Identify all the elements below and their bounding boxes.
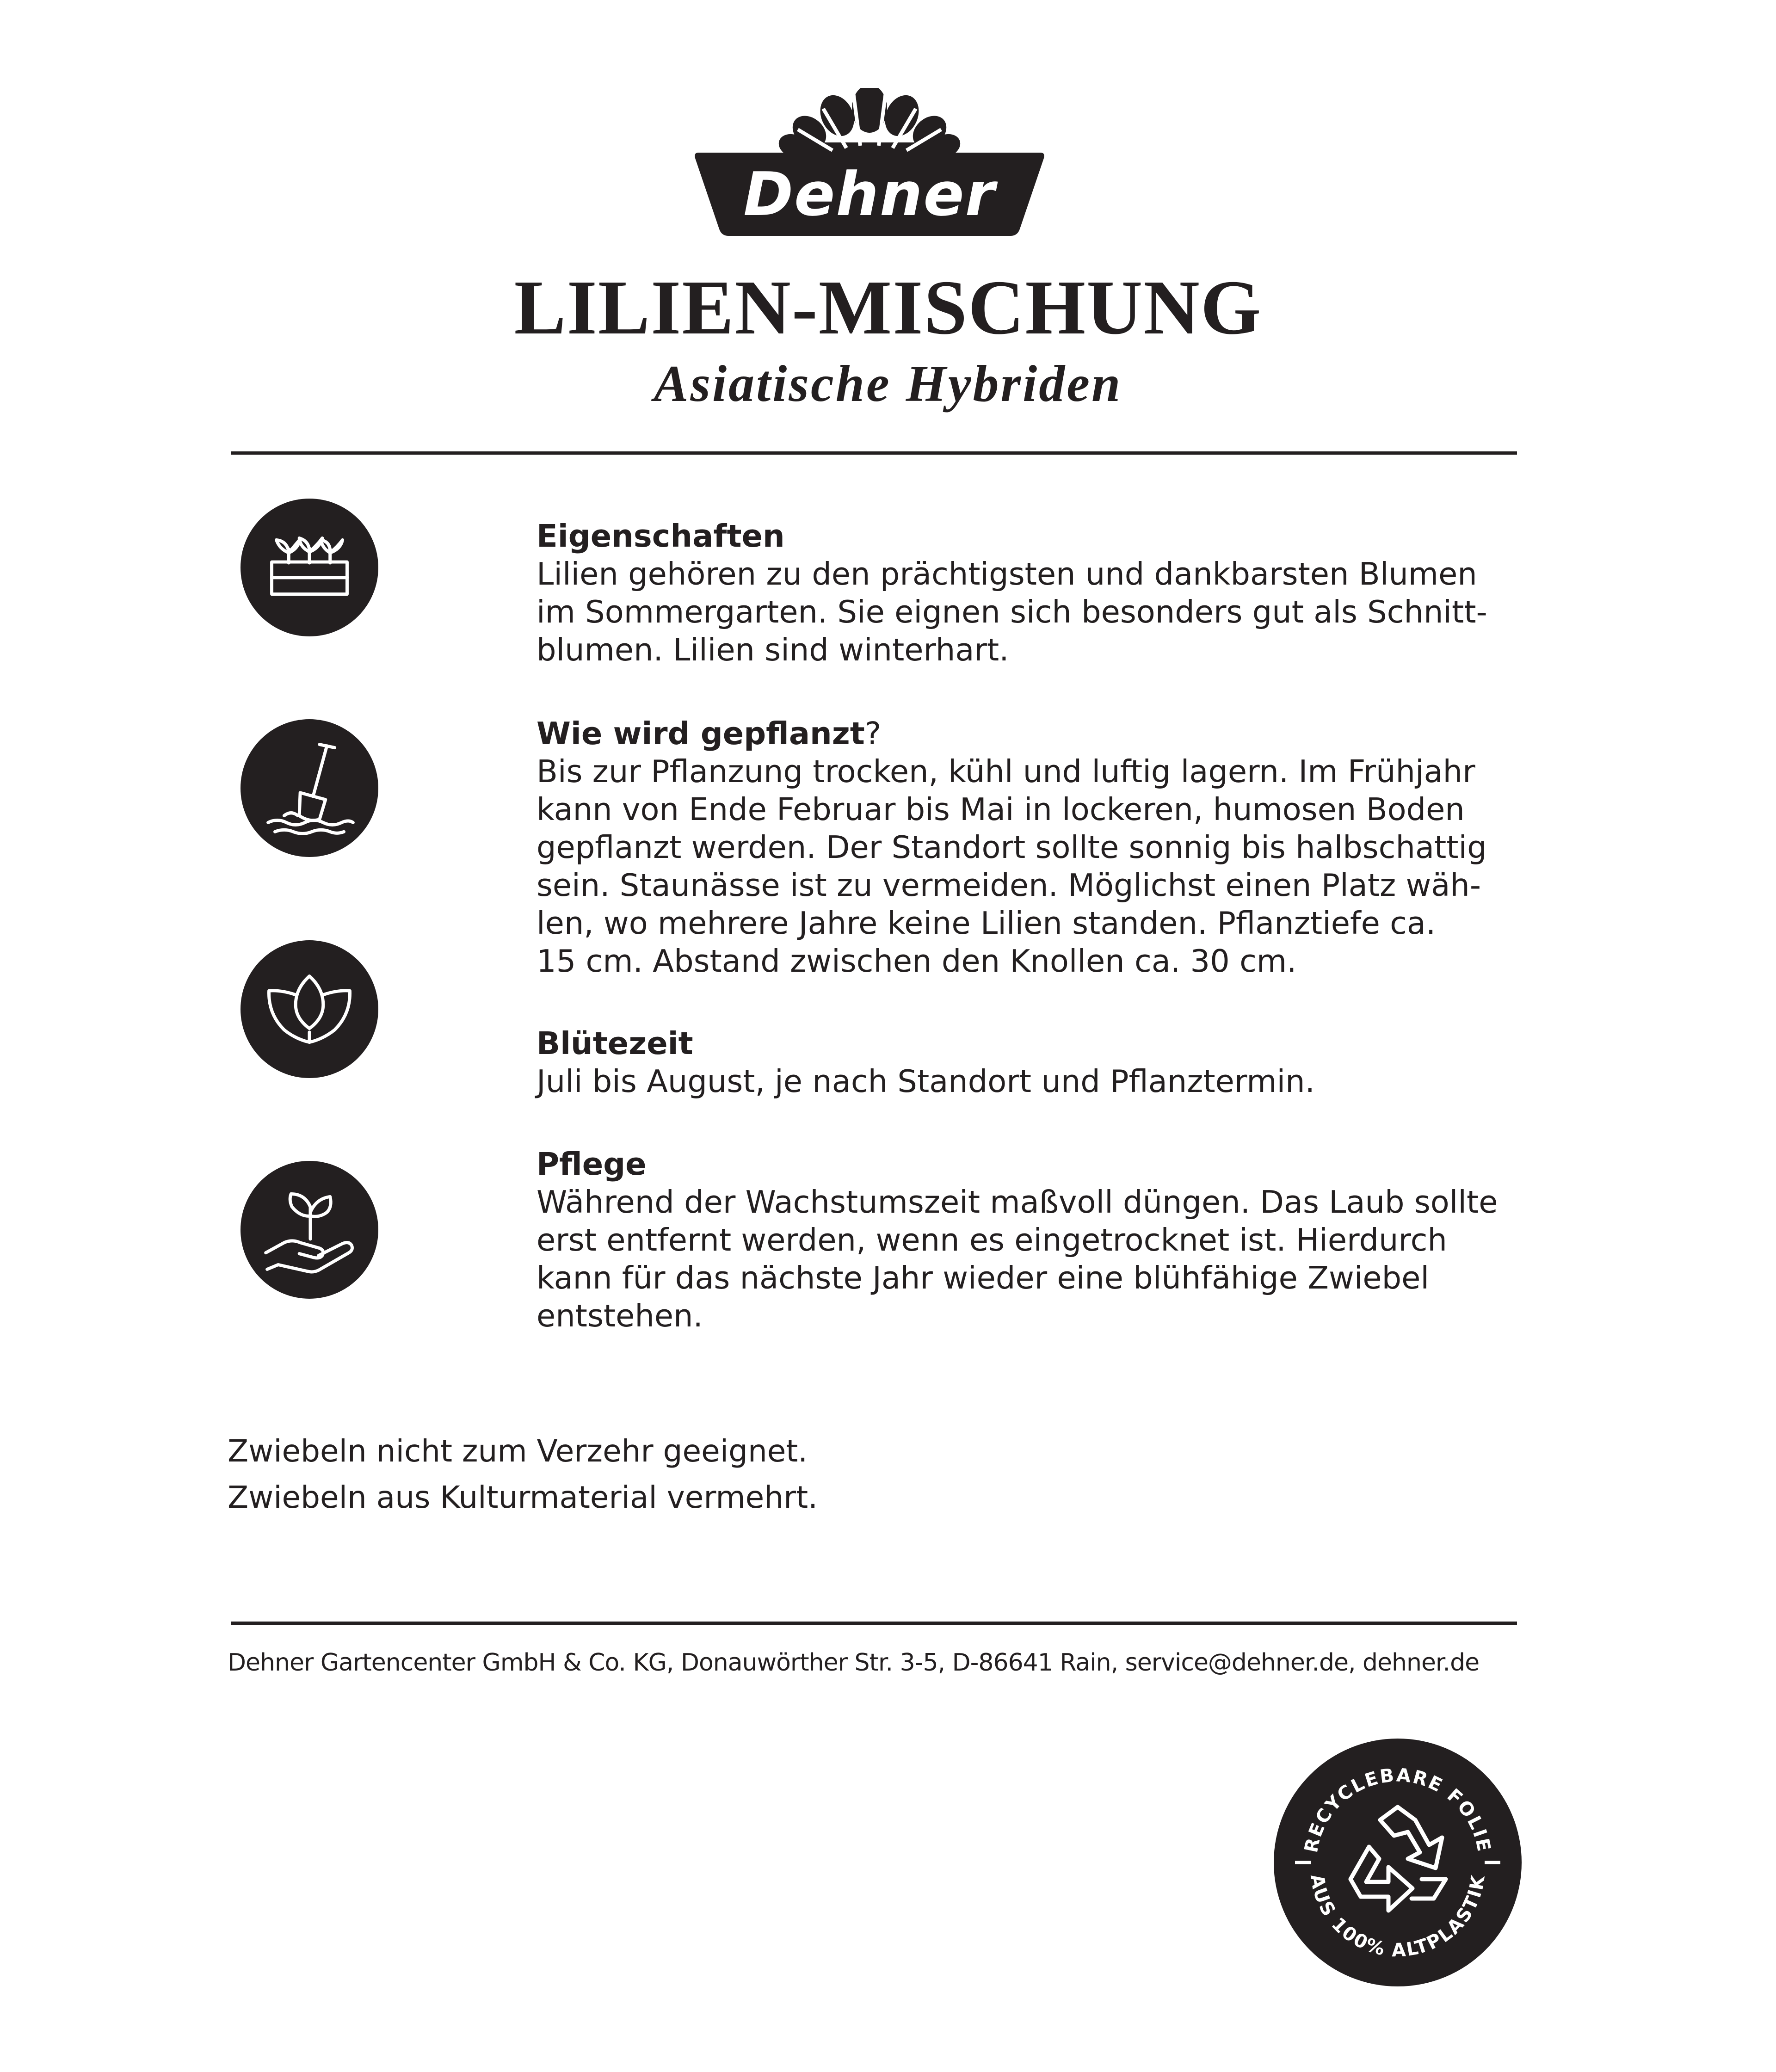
section-text-line: 15 cm. Abstand zwischen den Knollen ca. 30 cm.	[536, 943, 1297, 979]
section-heading-suffix: ?	[864, 715, 882, 752]
shovel-icon	[240, 719, 378, 857]
recycle-badge	[1273, 1738, 1523, 1987]
section-pflanzung	[536, 715, 1531, 980]
section-heading: Eigenschaften	[536, 518, 785, 554]
hand-sprout-icon	[240, 1161, 378, 1299]
badge-bottom-text: AUS 100% ALTPLASTIK	[1306, 1873, 1490, 1961]
badge-top-text: RECYCLEBARE FOLIE	[1301, 1764, 1495, 1855]
section-text-line: sein. Staunässe ist zu vermeiden. Möglichst einen Platz wäh-	[536, 867, 1481, 903]
section-text-line: im Sommergarten. Sie eignen sich besonders gut als Schnitt-	[536, 594, 1487, 630]
section-text-line: kann für das nächste Jahr wieder eine blühfähige Zwiebel	[536, 1260, 1430, 1296]
brand-name: Dehner	[743, 159, 996, 229]
divider-bottom	[231, 1622, 1517, 1625]
section-text-line: gepflanzt werden. Der Standort sollte sonnig bis halbschattig	[536, 829, 1487, 865]
section-text-line: len, wo mehrere Jahre keine Lilien standen. Pflanztiefe ca.	[536, 905, 1436, 941]
section-heading	[536, 715, 1531, 752]
section-text-line: Lilien gehören zu den prächtigsten und dankbarsten Blumen	[536, 556, 1477, 592]
section-heading: Pflege	[536, 1146, 647, 1182]
lotus-flower-icon	[240, 940, 378, 1078]
section-eigenschaften	[536, 517, 1531, 669]
section-text-line: blumen. Lilien sind winterhart.	[536, 632, 1009, 668]
section-text-line: Während der Wachstumszeit maßvoll düngen. Das Laub sollte	[536, 1184, 1498, 1220]
product-subtitle: Asiatische Hybriden	[654, 355, 1122, 413]
divider-top	[231, 451, 1517, 455]
seedling-box-icon	[240, 499, 378, 636]
footer-address: Dehner Gartencenter GmbH & Co. KG, Donauwörther Str. 3-5, D-86641 Rain, service@dehner.de, dehner.de	[228, 1649, 1480, 1677]
section-text-line: erst entfernt werden, wenn es eingetrocknet ist. Hierdurch	[536, 1222, 1447, 1258]
product-title: LILIEN-MISCHUNG	[514, 265, 1262, 351]
section-text-line: kann von Ende Februar bis Mai in lockeren, humosen Boden	[536, 791, 1465, 827]
note-line: Zwiebeln nicht zum Verzehr geeignet.	[228, 1433, 808, 1469]
note-line: Zwiebeln aus Kulturmaterial vermehrt.	[228, 1480, 818, 1515]
section-bluetezeit	[536, 1024, 1531, 1100]
section-text-line: entstehen.	[536, 1298, 703, 1334]
section-heading: Blütezeit	[536, 1025, 693, 1061]
section-heading-text: Wie wird gepflanzt	[536, 715, 865, 752]
notes	[228, 1428, 818, 1521]
section-text-line: Bis zur Pflanzung trocken, kühl und luftig lagern. Im Frühjahr	[536, 753, 1475, 789]
dehner-logo	[694, 88, 1045, 240]
section-text-line: Juli bis August, je nach Standort und Pflanztermin.	[536, 1063, 1315, 1099]
section-pflege	[536, 1145, 1531, 1335]
